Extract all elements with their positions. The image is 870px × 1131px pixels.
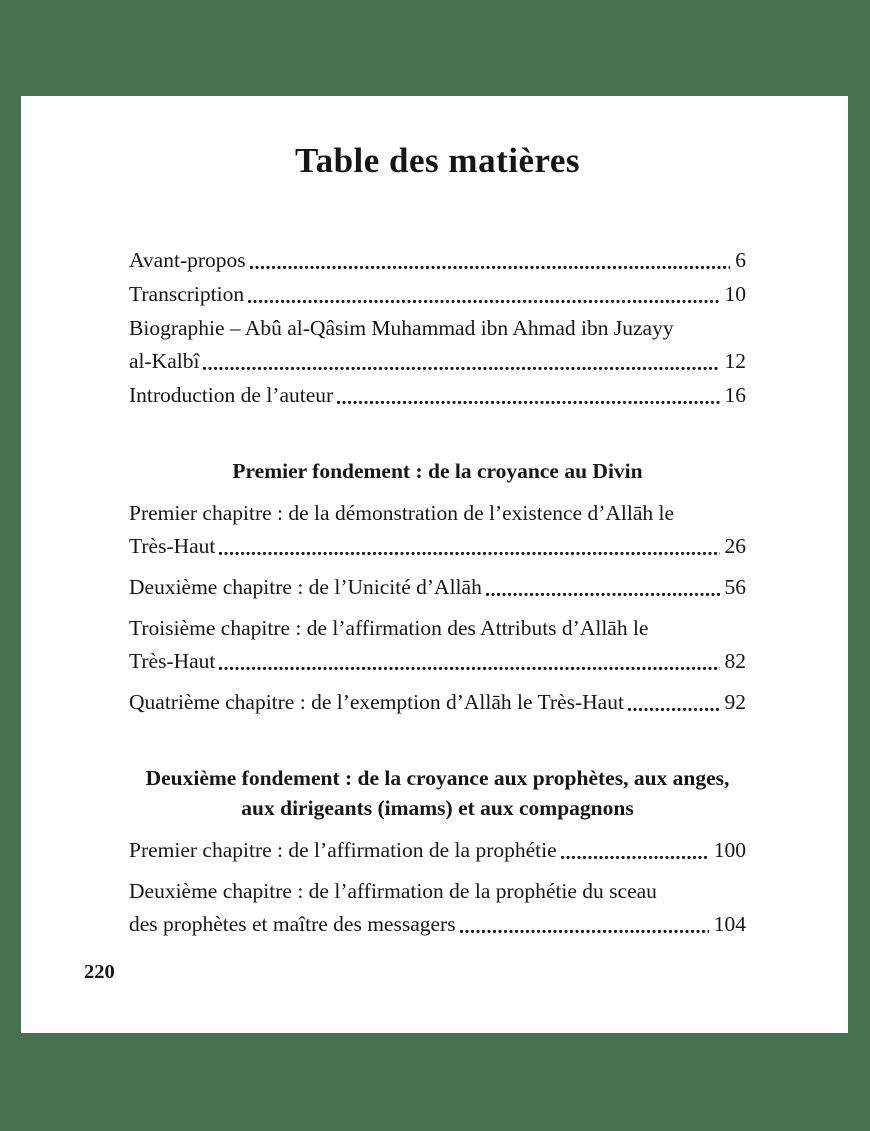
toc-section — [129, 456, 746, 719]
toc-entry-line: Troisième chapitre : de l’affirmation des Attributs d’Allāh le — [129, 616, 649, 640]
toc-entry — [129, 497, 746, 563]
toc-entry-last-line — [129, 379, 746, 412]
toc-entry-last-line — [129, 686, 746, 719]
toc-entry-text: Transcription — [129, 282, 245, 306]
toc-page-number: 104 — [713, 912, 746, 936]
toc-entry-last-line — [129, 244, 746, 277]
toc-entry — [129, 571, 746, 604]
toc-sections — [129, 244, 746, 941]
dotted-leader — [628, 686, 720, 719]
toc-entry — [129, 278, 746, 311]
toc-entry-text: Quatrième chapitre : de l’exemption d’Allāh le Très-Haut — [129, 690, 624, 714]
toc-entry-last-line — [129, 345, 746, 378]
dotted-leader — [219, 530, 719, 563]
toc-page-number: 10 — [724, 282, 746, 306]
toc-page-number: 82 — [724, 649, 746, 673]
toc-entry — [129, 834, 746, 867]
toc-page-number: 26 — [724, 534, 746, 558]
section-heading — [129, 763, 746, 823]
dotted-leader — [486, 571, 720, 604]
toc-entry — [129, 312, 746, 378]
toc-page-number: 100 — [713, 838, 746, 862]
toc-entry-last-line — [129, 278, 746, 311]
toc-entry-text: Très-Haut — [129, 534, 216, 558]
toc-entry — [129, 686, 746, 719]
section-heading-line: Deuxième fondement : de la croyance aux prophètes, aux anges, — [145, 766, 730, 790]
toc-entry-text: Très-Haut — [129, 649, 216, 673]
toc-entry-line: Deuxième chapitre : de l’affirmation de la prophétie du sceau — [129, 879, 657, 903]
section-heading-line: Premier fondement : de la croyance au Divin — [232, 459, 643, 483]
toc-entry-line: Premier chapitre : de la démonstration de l’existence d’Allāh le — [129, 501, 675, 525]
toc-page-number: 12 — [724, 349, 746, 373]
toc-entry-last-line — [129, 571, 746, 604]
toc-entry-last-line — [129, 834, 746, 867]
toc-entry-text: Introduction de l’auteur — [129, 383, 334, 407]
dotted-leader — [460, 908, 709, 941]
toc-section — [129, 244, 746, 412]
toc-entry-last-line — [129, 530, 746, 563]
toc-entry — [129, 875, 746, 941]
toc-entry-text: Avant-propos — [129, 248, 246, 272]
toc-entry-text: Deuxième chapitre : de l’Unicité d’Allāh — [129, 575, 482, 599]
book-page — [21, 96, 848, 1033]
section-heading — [129, 456, 746, 486]
toc-entry-line: Biographie – Abû al-Qâsim Muhammad ibn Ahmad ibn Juzayy — [129, 316, 674, 340]
toc-entry-last-line — [129, 908, 746, 941]
dotted-leader — [561, 834, 709, 867]
toc-page-number: 56 — [724, 575, 746, 599]
toc-entry-text: al-Kalbî — [129, 349, 200, 373]
toc-entry — [129, 379, 746, 412]
toc-title: Table des matières — [294, 141, 581, 180]
toc-section — [129, 763, 746, 941]
dotted-leader — [337, 379, 719, 412]
toc-page-number: 16 — [724, 383, 746, 407]
toc-entry-last-line — [129, 645, 746, 678]
dotted-leader — [250, 244, 731, 277]
toc-entry-text: Premier chapitre : de l’affirmation de la prophétie — [129, 838, 557, 862]
dotted-leader — [203, 345, 719, 378]
dotted-leader — [219, 645, 719, 678]
toc-entry — [129, 612, 746, 678]
dotted-leader — [248, 278, 719, 311]
toc-entry — [129, 244, 746, 277]
toc-entry-text: des prophètes et maître des messagers — [129, 912, 456, 936]
toc-page-number: 6 — [735, 248, 746, 272]
section-heading-line: aux dirigeants (imams) et aux compagnons — [241, 796, 634, 820]
toc-page-number: 92 — [724, 690, 746, 714]
folio-page-number: 220 — [84, 961, 115, 983]
